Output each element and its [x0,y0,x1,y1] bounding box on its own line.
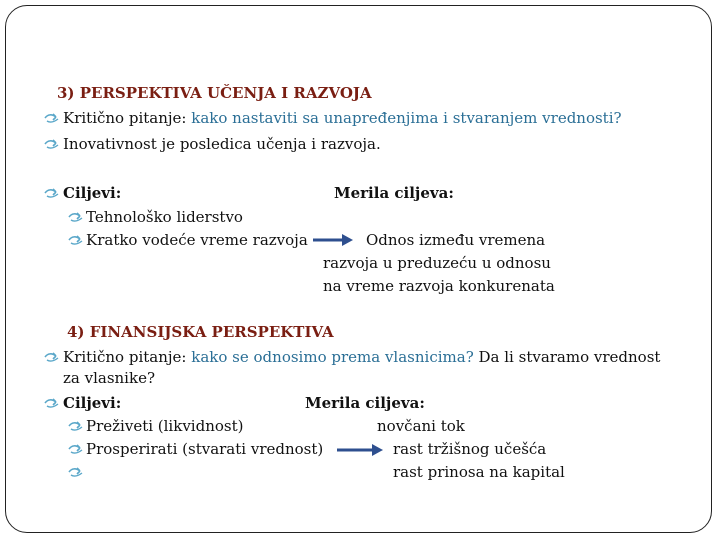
measure-item: novčani tok [377,417,465,435]
question-label: Kritično pitanje: [63,348,187,366]
section4-heading: 4) FINANSIJSKA PERSPEKTIVA [67,323,334,341]
goals-label: Ciljevi: [63,394,122,412]
question-text: kako nastaviti sa unapređenjima i stvaranjem vrednosti? [191,109,622,127]
bullet-icon [44,396,58,410]
section3-heading: 3) PERSPEKTIVA UČENJA I RAZVOJA [57,84,372,102]
section3-question [63,109,622,127]
goal-item: Preživeti (likvidnost) [86,417,244,435]
measure-line: Odnos između vremena [366,231,546,249]
bullet-icon [68,233,82,247]
arrow-right-icon [312,233,354,247]
question-tail: Da li stvaramo vrednost [478,348,661,366]
innovation-text: Inovativnost je posledica učenja i razvoja. [63,135,381,153]
bullet-icon [68,210,82,224]
question-text: kako se odnosimo prema vlasnicima? [191,348,474,366]
measure-item: rast prinosa na kapital [393,463,565,481]
measure-line: razvoja u preduzeću u odnosu [323,254,551,272]
question-line2: za vlasnike? [63,369,155,387]
goal-item: Tehnološko liderstvo [86,208,243,226]
goals-label: Ciljevi: [63,184,122,202]
arrow-right-icon [336,443,384,457]
section4-question [63,348,660,366]
measure-item: rast tržišnog učešća [393,440,547,458]
goal-item: Kratko vodeće vreme razvoja [86,231,308,249]
measure-line: na vreme razvoja konkurenata [323,277,555,295]
bullet-icon [44,137,58,151]
bullet-icon [44,111,58,125]
measures-label: Merila ciljeva: [305,394,425,412]
goal-item: Prosperirati (stvarati vrednost) [86,440,324,458]
bullet-icon [44,186,58,200]
bullet-icon [68,465,82,479]
bullet-icon [68,419,82,433]
bullet-icon [44,350,58,364]
measures-label: Merila ciljeva: [334,184,454,202]
question-label: Kritično pitanje: [63,109,187,127]
bullet-icon [68,442,82,456]
